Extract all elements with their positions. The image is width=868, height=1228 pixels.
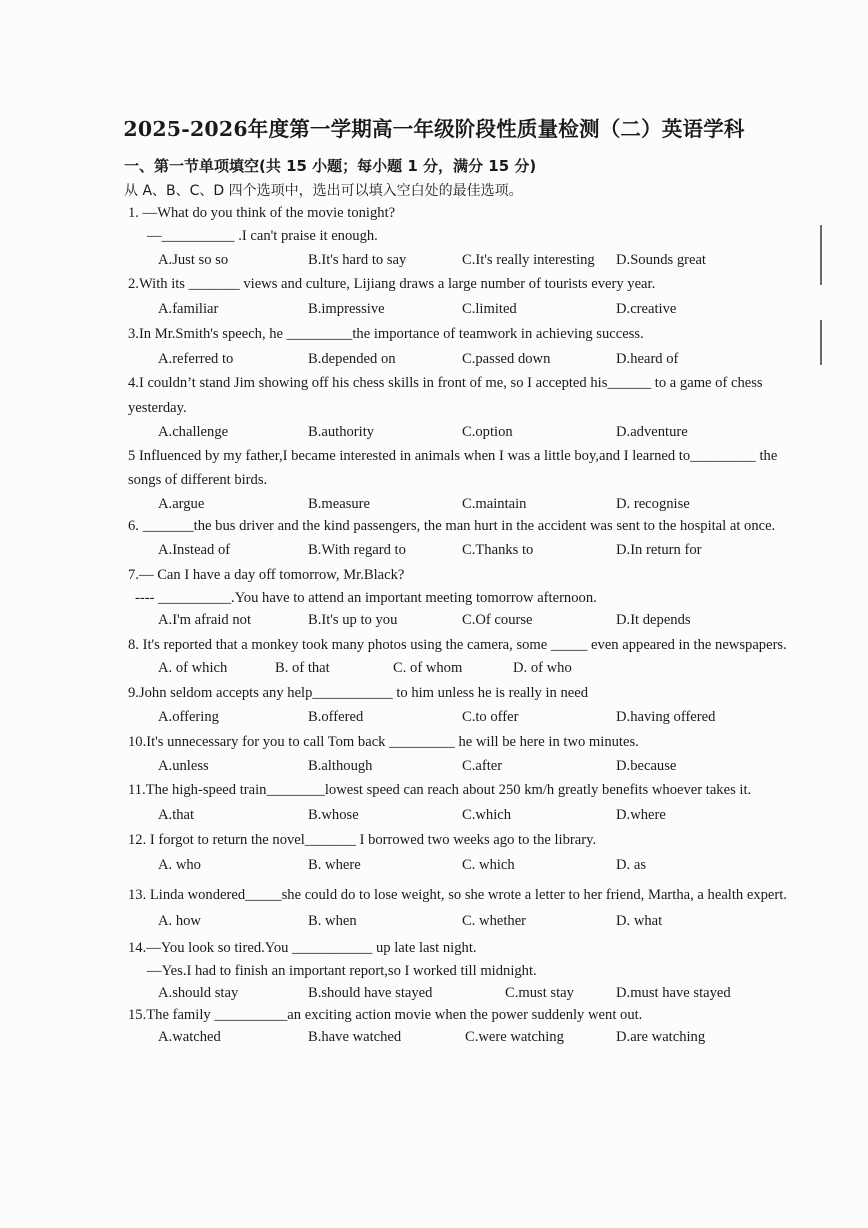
question-7-option-a: A.I'm afraid not bbox=[158, 612, 251, 628]
scan-edge-mark bbox=[820, 225, 822, 285]
question-9-option-b: B.offered bbox=[308, 709, 364, 725]
question-15-option-b: B.have watched bbox=[308, 1029, 402, 1045]
question-11-option-d: D.where bbox=[616, 807, 666, 823]
question-8-option-a: A. of which bbox=[158, 660, 228, 676]
question-5-text: songs of different birds. bbox=[128, 472, 268, 488]
question-7-text: 7.— Can I have a day off tomorrow, Mr.Black? bbox=[128, 567, 405, 583]
question-4-text: yesterday. bbox=[128, 400, 187, 416]
question-1-option-a: A.Just so so bbox=[158, 252, 229, 268]
question-12-option-c: C. which bbox=[462, 857, 515, 873]
question-13-text: 13. Linda wondered_____she could do to lose weight, so she wrote a letter to her friend, Martha, a health expert. bbox=[128, 887, 787, 903]
question-1-option-c: C.It's really interesting bbox=[462, 252, 595, 268]
question-11-text: 11.The high-speed train________lowest speed can reach about 250 km/h greatly benefits whoever takes it. bbox=[128, 782, 752, 798]
question-8-option-c: C. of whom bbox=[393, 660, 463, 676]
question-13-option-c: C. whether bbox=[462, 913, 527, 929]
question-4-text: 4.I couldn’t stand Jim showing off his chess skills in front of me, so I accepted his______ to a game of chess bbox=[128, 375, 763, 391]
question-6-option-a: A.Instead of bbox=[158, 542, 231, 558]
question-10-option-a: A.unless bbox=[158, 758, 209, 774]
question-9-option-c: C.to offer bbox=[462, 709, 519, 725]
question-12-option-d: D. as bbox=[616, 857, 646, 873]
instructions: 从 A、B、C、D 四个选项中，选出可以填入空白处的最佳选项。 bbox=[124, 183, 523, 199]
question-11-option-a: A.that bbox=[158, 807, 195, 823]
question-14-text: —Yes.I had to finish an important report,so I worked till midnight. bbox=[147, 963, 537, 979]
question-8-option-d: D. of who bbox=[513, 660, 572, 676]
question-3-text: 3.In Mr.Smith's speech, he _________the importance of teamwork in achieving success. bbox=[128, 326, 644, 342]
question-5-text: 5 Influenced by my father,I became interested in animals when I was a little boy,and I learned to_________ the bbox=[128, 448, 778, 464]
question-8-option-b: B. of that bbox=[275, 660, 330, 676]
scan-edge-mark bbox=[820, 320, 822, 365]
page-title: 2025-2026年度第一学期高一年级阶段性质量检测（二）英语学科 bbox=[123, 117, 745, 141]
question-4-option-d: D.adventure bbox=[616, 424, 688, 440]
question-15-text: 15.The family __________an exciting action movie when the power suddenly went out. bbox=[128, 1007, 643, 1023]
question-3-option-b: B.depended on bbox=[308, 351, 396, 367]
question-1-text: 1. —What do you think of the movie tonight? bbox=[128, 205, 396, 221]
question-3-option-c: C.passed down bbox=[462, 351, 551, 367]
question-12-option-b: B. where bbox=[308, 857, 361, 873]
question-7-option-d: D.It depends bbox=[616, 612, 691, 628]
question-9-option-a: A.offering bbox=[158, 709, 219, 725]
question-2-option-a: A.familiar bbox=[158, 301, 219, 317]
question-15-option-c: C.were watching bbox=[465, 1029, 564, 1045]
question-4-option-a: A.challenge bbox=[158, 424, 229, 440]
question-14-option-b: B.should have stayed bbox=[308, 985, 433, 1001]
question-3-option-a: A.referred to bbox=[158, 351, 234, 367]
question-10-text: 10.It's unnecessary for you to call Tom back _________ he will be here in two minutes. bbox=[128, 734, 639, 750]
question-5-option-d: D. recognise bbox=[616, 496, 690, 512]
question-7-text: ---- __________.You have to attend an important meeting tomorrow afternoon. bbox=[135, 590, 597, 606]
question-5-option-b: B.measure bbox=[308, 496, 371, 512]
question-8-text: 8. It's reported that a monkey took many photos using the camera, some _____ even appeared in the newspapers. bbox=[128, 637, 787, 653]
question-7-option-b: B.It's up to you bbox=[308, 612, 398, 628]
question-6-option-b: B.With regard to bbox=[308, 542, 406, 558]
question-13-option-a: A. how bbox=[158, 913, 201, 929]
question-10-option-c: C.after bbox=[462, 758, 503, 774]
question-1-text: —__________ .I can't praise it enough. bbox=[147, 228, 378, 244]
question-10-option-b: B.although bbox=[308, 758, 373, 774]
question-11-option-b: B.whose bbox=[308, 807, 359, 823]
question-14-option-a: A.should stay bbox=[158, 985, 239, 1001]
question-14-text: 14.—You look so tired.You ___________ up late last night. bbox=[128, 940, 477, 956]
question-14-option-c: C.must stay bbox=[505, 985, 574, 1001]
question-4-option-c: C.option bbox=[462, 424, 513, 440]
question-3-option-d: D.heard of bbox=[616, 351, 679, 367]
question-1-option-d: D.Sounds great bbox=[616, 252, 706, 268]
question-13-option-d: D. what bbox=[616, 913, 663, 929]
question-15-option-a: A.watched bbox=[158, 1029, 221, 1045]
question-6-text: 6. _______the bus driver and the kind passengers, the man hurt in the accident was sent to the hospital at once. bbox=[128, 518, 776, 534]
question-2-text: 2.With its _______ views and culture, Lijiang draws a large number of tourists every year. bbox=[128, 276, 656, 292]
question-6-option-c: C.Thanks to bbox=[462, 542, 534, 558]
question-2-option-d: D.creative bbox=[616, 301, 677, 317]
question-11-option-c: C.which bbox=[462, 807, 512, 823]
question-12-option-a: A. who bbox=[158, 857, 201, 873]
question-2-option-c: C.limited bbox=[462, 301, 517, 317]
question-5-option-c: C.maintain bbox=[462, 496, 527, 512]
question-13-option-b: B. when bbox=[308, 913, 357, 929]
question-9-text: 9.John seldom accepts any help___________ to him unless he is really in need bbox=[128, 685, 589, 701]
question-5-option-a: A.argue bbox=[158, 496, 205, 512]
question-12-text: 12. I forgot to return the novel_______ I borrowed two weeks ago to the library. bbox=[128, 832, 597, 848]
question-1-option-b: B.It's hard to say bbox=[308, 252, 407, 268]
question-4-option-b: B.authority bbox=[308, 424, 375, 440]
question-10-option-d: D.because bbox=[616, 758, 677, 774]
question-7-option-c: C.Of course bbox=[462, 612, 533, 628]
question-2-option-b: B.impressive bbox=[308, 301, 385, 317]
question-14-option-d: D.must have stayed bbox=[616, 985, 731, 1001]
question-9-option-d: D.having offered bbox=[616, 709, 716, 725]
question-15-option-d: D.are watching bbox=[616, 1029, 706, 1045]
question-6-option-d: D.In return for bbox=[616, 542, 702, 558]
section-heading: 一、第一节单项填空(共 15 小题；每小题 1 分，满分 15 分) bbox=[124, 157, 537, 175]
